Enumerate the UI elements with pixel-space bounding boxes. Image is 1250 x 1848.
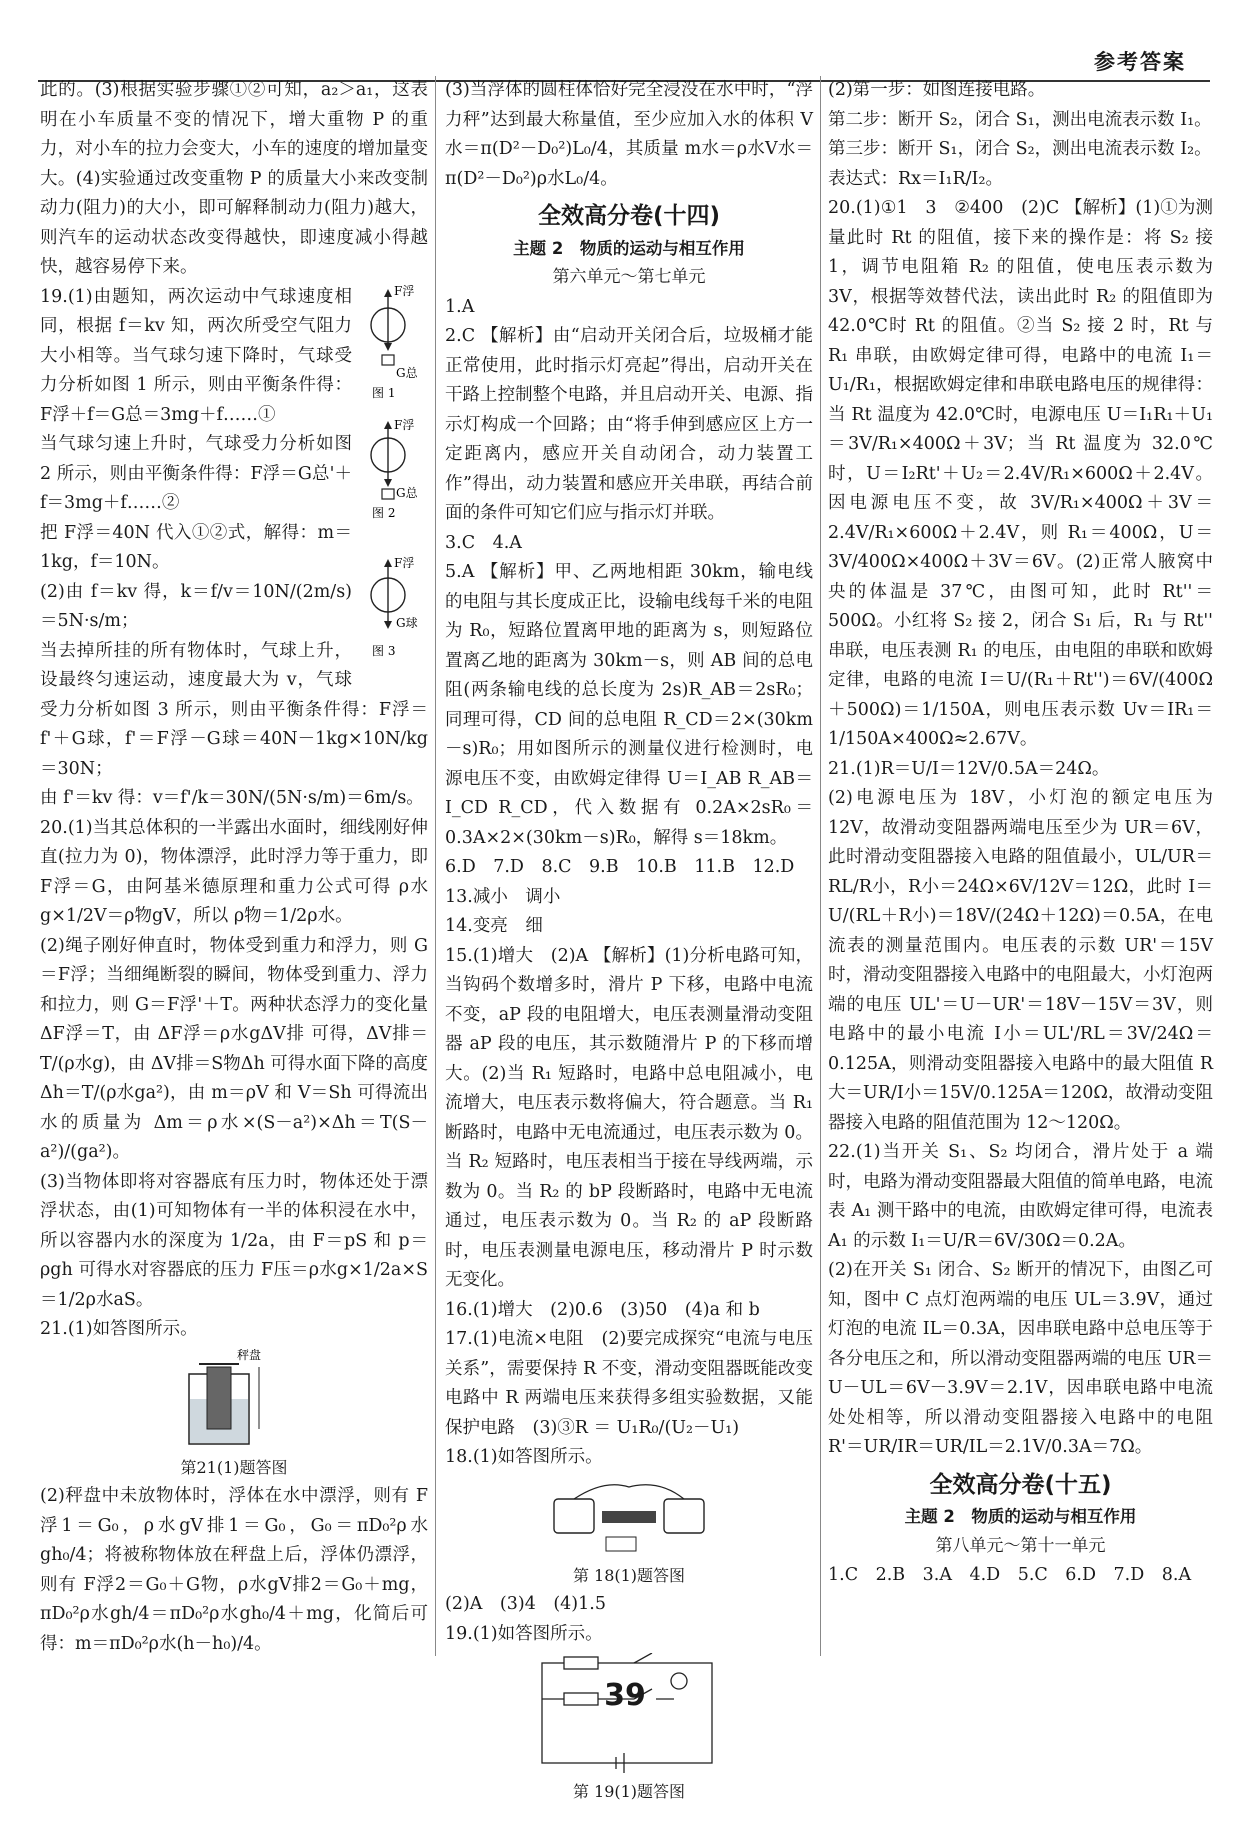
column-right <box>828 76 1213 1591</box>
answer: 1.A <box>445 296 475 317</box>
paragraph: 22.(1)当开关 S₁、S₂ 均闭合，滑片处于 a 端时，电路为滑动变阻器最大阻值的简单电路，电流表 A₁ 测干路中的电流，由欧姆定律可得，电流表 A₁ 的示数 I₁＝U/R＝6V/30Ω＝0.2A。 <box>828 1142 1213 1251</box>
paragraph: 19.(1)由题知，两次运动中气球速度相同，根据 f＝kv 知，两次所受空气阻力大小相等。当气球匀速下降时，气球受力分析如图 1 所示，则由平衡条件得：F浮＋f＝G总＝3mg＋f……① <box>40 286 352 425</box>
force-label: F浮 <box>394 417 415 432</box>
header-title: 参考答案 <box>1094 50 1186 74</box>
column-middle <box>445 76 813 1807</box>
answer: 16.(1)增大 (2)0.6 (3)50 (4)a 和 b <box>445 1299 760 1320</box>
page-number: 39 <box>604 1678 646 1713</box>
paragraph: 把 F浮＝40N 代入①②式，解得：m＝1kg，f＝10N。 <box>40 522 352 572</box>
paragraph: (2)在开关 S₁ 闭合、S₂ 断开的情况下，由图乙可知，图中 C 点灯泡两端的电压 UL＝3.9V，通过灯泡的电流 IL＝0.3A，因串联电路中总电压等于各分电压之和，所以滑动变阻器两端的电压 UR＝U－UL＝6V－3.9V＝2.1V，因串联电路中电流处处相等，所以滑动变阻器接入电路中的电阻 R'＝UR/IR＝UR/IL＝2.1V/0.3A＝7Ω。 <box>828 1260 1213 1457</box>
answer: 6.D 7.D 8.C 9.B 10.B 11.B 12.D <box>445 857 795 877</box>
paragraph: 表达式：Rx＝I₁R/I₂。 <box>828 168 1003 189</box>
paragraph: (2)由 f＝kv 得，k＝f/v＝10N/(2m/s)＝5N·s/m； <box>40 581 352 631</box>
paragraph: 第二步：断开 S₂，闭合 S₁，测出电流表示数 I₁。 <box>828 109 1212 130</box>
answer: 1.C 2.B 3.A 4.D 5.C 6.D 7.D 8.A <box>828 1565 1192 1585</box>
paragraph: 20.(1)①1 3 ②400 (2)C 【解析】(1)①为测量此时 Rt 的阻值，接下来的操作是：将 S₂ 接 1，调节电阻箱 R₂ 的阻值，使电压表示数为 3V，根据等效替代法，读出此时 R₂ 的阻值即为 42.0℃时 Rt 的阻值。②当 S₂ 接 2 时，Rt 与 R₁ 串联，由欧姆定律可得，电路中的电流 I₁＝U₁/R₁，根据欧姆定律和串联电路电压的规律得：当 Rt 温度为 42.0℃时，电源电压 U＝I₁R₁＋U₁＝3V/R₁×400Ω＋3V；当 Rt 温度为 32.0℃时，U＝I₂Rt'＋U₂＝2.4V/R₁×600Ω＋2.4V。因电源电压不变，故 3V/R₁×400Ω＋3V＝2.4V/R₁×600Ω＋2.4V，则 R₁＝400Ω，U＝3V/400Ω×400Ω＋3V＝6V。(2)正常人腋窝中央的体温是 37℃，由图可知，此时 Rt''＝500Ω。小红将 S₂ 接 2，闭合 S₁ 后，R₁ 与 Rt'' 串联，电压表测 R₁ 的电压，由电阻的串联和欧姆定律，电路的电流 I＝U/(R₁＋Rt'')＝6V/(400Ω＋500Ω)＝1/150A，则电压表示数 Uv＝IR₁＝1/150A×400Ω≈2.67V。 <box>828 198 1213 749</box>
answer: 13.减小 调小 <box>445 886 561 907</box>
circuit-schematic <box>534 1653 724 1773</box>
paragraph: 此的。(3)根据实验步骤①②可知，a₂＞a₁，这表明在小车质量不变的情况下，增大重物 P 的重力，对小车的拉力会变大，小车的速度的增加量变大。(4)实验通过改变重物 P 的质量大小来改变制动力(阻力)的大小，即可解释制动力(阻力)越大，则汽车的运动状态改变得越快，即速度减小得越快，越容易停下来。 <box>40 80 428 277</box>
paragraph: 21.(1)如答图所示。 <box>40 1319 198 1339</box>
paragraph: (3)当物体即将对容器底有压力时，物体还处于漂浮状态，由(1)可知物体有一半的体积浸在水中，所以容器内水的深度为 1/2a，由 F＝pS 和 p＝ρgh 可得水对容器底的压力 F压＝ρ水g×1/2a×S＝1/2ρ水aS。 <box>40 1171 428 1310</box>
column-divider <box>435 76 436 1656</box>
paragraph: 当去掉所挂的所有物体时，气球上升，设最终匀速运动，速度最大为 v，气球受力分析如图 3 所示，则由平衡条件得：F浮＝f'＋G球，f'＝F浮－G球＝40N－1kg×10N/kg＝30N； <box>40 640 428 779</box>
answer: 14.变亮 细 <box>445 916 543 936</box>
answer: 3.C 4.A <box>445 532 522 553</box>
paragraph: (2)秤盘中未放物体时，浮体在水中漂浮，则有 F浮1＝G₀，ρ水gV排1＝G₀，G₀＝πD₀²ρ水gh₀/4；将被称物体放在秤盘上后，浮体仍漂浮，则有 F浮2＝G₀＋G物，ρ水gV排2＝G₀＋mg，πD₀²ρ水gh/4＝πD₀²ρ水gh₀/4＋mg，化简后可得：m＝πD₀²ρ水(h－h₀)/4。 <box>40 1486 428 1654</box>
figure-caption: 第 19(1)题答图 <box>572 1782 686 1801</box>
section-unit: 第六单元～第七单元 <box>552 267 706 287</box>
paragraph: (2)第一步：如图连接电路。 <box>828 80 1046 100</box>
section-subtitle: 主题 2 物质的运动与相互作用 <box>904 1507 1137 1526</box>
figure-label: 秤盘 <box>237 1348 262 1362</box>
figure-caption: 第21(1)题答图 <box>180 1457 288 1477</box>
section-title: 全效高分卷(十五) <box>929 1471 1112 1498</box>
force-label: G总 <box>396 365 418 380</box>
paragraph: 21.(1)R＝U/I＝12V/0.5A＝24Ω。 <box>828 758 1110 779</box>
force-label: F浮 <box>394 555 415 570</box>
answer: 18.(1)如答图所示。 <box>445 1447 603 1467</box>
paragraph: 当气球匀速上升时，气球受力分析如图 2 所示，则由平衡条件得：F浮＝G总'＋f＝3mg＋f……② <box>40 434 352 513</box>
section-unit: 第八单元～第十一单元 <box>935 1535 1106 1556</box>
paragraph: (2)绳子刚好伸直时，物体受到重力和浮力，则 G＝F浮；当细绳断裂的瞬间，物体受到重力、浮力和拉力，则 G＝F浮'＋T。两种状态浮力的变化量 ΔF浮＝T，由 ΔF浮＝ρ水gΔV排 可得，ΔV排＝T/(ρ水g)，由 ΔV排＝S物Δh 可得水面下降的高度 Δh＝T/(ρ水ga²)，由 m＝ρV 和 V＝Sh 可得流出水的质量为 Δm＝ρ水×(S－a²)×Δh＝T(S－a²)/(ga²)。 <box>40 935 428 1162</box>
answer: 15.(1)增大 (2)A 【解析】(1)分析电路可知，当钩码个数增多时，滑片 P 下移，电路中电流不变，aP 段的电阻增大，电压表测量滑动变阻器 aP 段的电压，其示数随滑片 P 的下移而增大。(2)当 R₁ 短路时，电路中总电阻减小，电流增大，电压表示数将偏大，符合题意。当 R₁ 断路时，电路中无电流通过，电压表示数为 0。当 R₂ 短路时，电压表相当于接在导线两端，示数为 0。当 R₂ 的 bP 段断路时，电路中无电流通过，电压表示数为 0。当 R₂ 的 aP 段断路时，电压表测量电源电压，移动滑片 P 时示数无变化。 <box>445 945 813 1290</box>
section-title: 全效高分卷(十四) <box>537 203 721 229</box>
paragraph: 由 f'＝kv 得：v＝f'/k＝30N/(5N·s/m)＝6m/s。 <box>40 788 424 808</box>
column-divider <box>820 76 821 1656</box>
float-scale-diagram <box>159 1349 309 1449</box>
balloon-force-diagrams <box>358 285 428 675</box>
answer: 19.(1)如答图所示。 <box>445 1623 603 1644</box>
force-label: G总 <box>396 485 418 500</box>
answer: 5.A 【解析】甲、乙两地相距 30km，输电线的电阻与其长度成正比，设输电线每千米的电阻为 R₀，短路位置离甲地的距离为 s，则短路位置离乙地的距离为 30km－s，则 AB 间的总电阻(两条输电线的总长度为 2s)R_AB＝2sR₀；同理可得，CD 间的总电阻 R_CD＝2×(30km－s)R₀；用如图所示的测量仪进行检测时，电源电压不变，由欧姆定律得 U＝I_AB R_AB＝I_CD R_CD，代入数据有 0.2A×2sR₀＝0.3A×2×(30km－s)R₀，解得 s＝18km。 <box>445 562 813 848</box>
column-left <box>40 76 428 1659</box>
circuit-photo-diagram <box>544 1477 714 1557</box>
figure-caption: 图 2 <box>372 505 396 520</box>
force-label: G球 <box>396 615 418 630</box>
answer: (2)A (3)4 (4)1.5 <box>445 1594 606 1614</box>
force-label: F浮 <box>394 284 415 298</box>
paragraph: 20.(1)当其总体积的一半露出水面时，细线刚好伸直(拉力为 0)，物体漂浮，此时浮力等于重力，即 F浮＝G，由阿基米德原理和重力公式可得 ρ水g×1/2V＝ρ物gV，所以 ρ物＝1/2ρ水。 <box>40 817 428 926</box>
figure-caption: 第 18(1)题答图 <box>572 1565 686 1585</box>
paragraph: 第三步：断开 S₁，闭合 S₂，测出电流表示数 I₂。 <box>828 139 1212 159</box>
answer: 17.(1)电流×电阻 (2)要完成探究“电流与电压关系”，需要保持 R 不变，滑动变阻器既能改变电路中 R 两端电压来获得多组实验数据，又能保护电路 (3)③R ＝ U₁R₀/(U₂－U₁) <box>445 1329 813 1438</box>
figure-caption: 图 3 <box>372 643 396 658</box>
paragraph: (2)电源电压为 18V，小灯泡的额定电压为 12V，故滑动变阻器两端电压至少为 UR＝6V，此时滑动变阻器接入电路的阻值最小，UL/UR＝RL/R小，R小＝24Ω×6V/12V＝12Ω，此时 I＝U/(RL＋R小)＝18V/(24Ω＋12Ω)＝0.5A，在电流表的测量范围内。电压表的示数 UR'＝15V 时，滑动变阻器接入电路中的电阻最大，小灯泡两端的电压 UL'＝U－UR'＝18V－15V＝3V，则电路中的最小电流 I小＝UL'/RL＝3V/24Ω＝0.125A，则滑动变阻器接入电路中的最大阻值 R大＝UR/I小＝15V/0.125A＝120Ω，故滑动变阻器接入电路的阻值范围为 12～120Ω。 <box>828 788 1213 1133</box>
figure-caption: 图 1 <box>372 385 396 400</box>
answer: 2.C 【解析】由“启动开关闭合后，垃圾桶才能正常使用，此时指示灯亮起”得出，启动开关在干路上控制整个电路，并且启动开关、电源、指示灯构成一个回路；由“将手伸到感应区上方一定距离内，感应开关自动闭合，动力装置工作”得出，动力装置和感应开关串联，再结合前面的条件可知它们应与指示灯并联。 <box>445 326 813 523</box>
paragraph: (3)当浮体的圆柱体恰好完全浸没在水中时，“浮力秤”达到最大称量值，至少应加入水的体积 V水＝π(D²－D₀²)L₀/4，其质量 m水＝ρ水V水＝π(D²－D₀²)ρ水L₀/4。 <box>445 80 813 189</box>
section-subtitle: 主题 2 物质的运动与相互作用 <box>513 238 745 258</box>
